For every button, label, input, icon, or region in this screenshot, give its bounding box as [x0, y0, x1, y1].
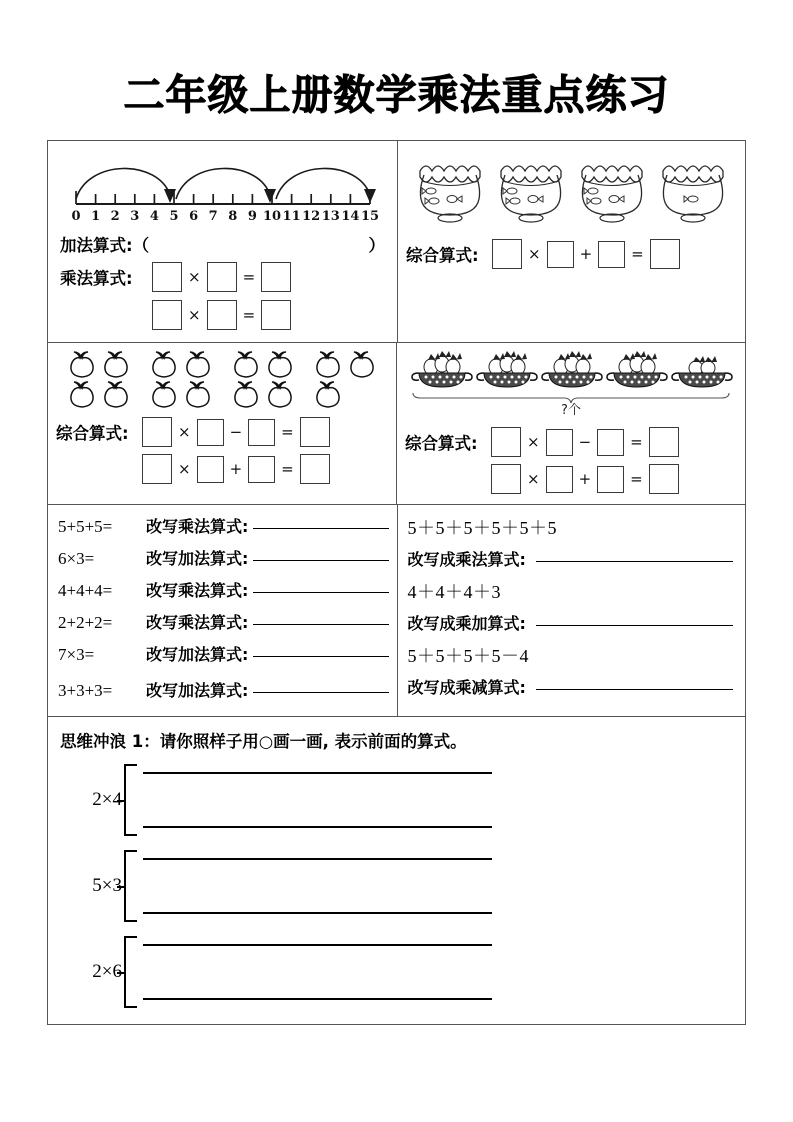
answer-box[interactable] [650, 239, 680, 269]
answer-blank[interactable] [253, 592, 388, 593]
cell-thinking-challenge [48, 717, 745, 1024]
worksheet-table [47, 140, 746, 1025]
rewrite-instruction: 改写乘法算式: [146, 613, 249, 632]
draw-line[interactable] [143, 826, 492, 828]
fruit-basket-icon [541, 351, 603, 391]
apple-group [229, 349, 297, 409]
number-line-diagram [66, 153, 385, 228]
draw-answer-area[interactable] [137, 766, 492, 834]
svg-text:11: 11 [282, 209, 301, 223]
svg-text:3: 3 [130, 209, 140, 223]
rewrite-row [58, 546, 389, 569]
rewrite-expression: 3+3+3= [58, 681, 113, 700]
answer-blank[interactable] [536, 689, 733, 690]
fishbowl-equation-row [406, 239, 745, 269]
answer-blank[interactable] [253, 560, 388, 561]
rewrite-row [408, 547, 734, 570]
basket-equation-row-2 [405, 464, 745, 494]
svg-text:14: 14 [341, 209, 360, 223]
answer-blank[interactable] [253, 528, 388, 529]
svg-text:1: 1 [91, 209, 101, 223]
rewrite-instruction: 改写成乘法算式: [407, 550, 526, 569]
apple-icon [231, 380, 261, 409]
draw-expression: 5×3 [92, 875, 122, 896]
rewrite-instruction: 改写成乘加算式: [407, 614, 526, 633]
rewrite-row [58, 642, 389, 665]
answer-box[interactable] [597, 466, 624, 493]
answer-blank[interactable] [536, 625, 733, 626]
addition-equation-line [60, 232, 385, 256]
svg-text:2: 2 [110, 209, 120, 223]
answer-box[interactable] [597, 429, 624, 456]
operator-plus: + [579, 245, 593, 263]
operator-times: × [528, 245, 541, 263]
operator-minus: − [578, 433, 592, 451]
apple-icon [347, 350, 377, 379]
apple-icon [67, 380, 97, 409]
svg-text:9: 9 [247, 209, 257, 223]
answer-box[interactable] [546, 429, 573, 456]
draw-line[interactable] [143, 772, 492, 774]
operator-equals: = [281, 460, 294, 478]
table-row-1 [48, 141, 745, 343]
svg-text:7: 7 [208, 209, 218, 223]
rewrite-expression: 5＋5＋5＋5＋5＋5 [407, 518, 557, 538]
quantity-brace [411, 391, 731, 421]
rewrite-row [58, 610, 389, 633]
number-line-svg [66, 153, 388, 223]
rewrite-instruction: 改写乘法算式: [146, 517, 249, 536]
draw-line[interactable] [143, 944, 492, 946]
fishbowl-icon [657, 149, 729, 225]
apple-icon [183, 380, 213, 409]
rewrite-expression: 5+5+5= [58, 517, 113, 536]
table-row-2 [48, 343, 745, 505]
table-row-3 [48, 505, 745, 717]
fishbowl-icon [495, 149, 567, 225]
operator-equals: = [281, 423, 294, 441]
apple-icon [231, 350, 261, 379]
rewrite-expression: 6×3= [58, 549, 95, 568]
answer-box[interactable] [547, 241, 574, 268]
draw-row [60, 848, 733, 924]
rewrite-instruction: 改写加法算式: [146, 549, 249, 568]
apple-icon [101, 350, 131, 379]
fruit-basket-icon [606, 351, 668, 391]
operator-plus: + [229, 460, 243, 478]
bracket-icon [124, 764, 137, 836]
answer-blank[interactable] [253, 656, 388, 657]
answer-blank[interactable] [253, 624, 388, 625]
cell-apples [48, 343, 397, 504]
cell-rewrite-right [398, 505, 746, 716]
answer-blank[interactable] [253, 692, 388, 693]
svg-text:4: 4 [149, 209, 159, 223]
apple-icon [313, 380, 343, 409]
rewrite-instruction: 改写加法算式: [146, 645, 249, 664]
answer-box[interactable] [491, 464, 521, 494]
apple-icon [265, 380, 295, 409]
combined-equation-label: 综合算式: [405, 434, 478, 453]
answer-box[interactable] [492, 239, 522, 269]
quantity-label: ?个 [561, 403, 581, 418]
bracket-icon [124, 936, 137, 1008]
answer-box[interactable] [207, 300, 237, 330]
draw-answer-area[interactable] [137, 938, 492, 1006]
basket-equation-row-1 [405, 427, 745, 457]
apple-group [65, 349, 133, 409]
cell-number-line [48, 141, 398, 342]
draw-line[interactable] [143, 912, 492, 914]
basket-row [397, 343, 745, 391]
answer-box[interactable] [649, 464, 679, 494]
rewrite-expression: 7×3= [58, 645, 95, 664]
answer-box[interactable] [248, 419, 275, 446]
multiplication-equation-row-2 [60, 300, 385, 330]
rewrite-expression: 4＋4＋4＋3 [407, 582, 501, 602]
answer-box[interactable] [152, 300, 182, 330]
draw-expression: 2×4 [92, 789, 122, 810]
apple-icon [67, 350, 97, 379]
svg-text:8: 8 [228, 209, 238, 223]
rewrite-row [408, 611, 734, 634]
answer-box[interactable] [261, 300, 291, 330]
svg-text:15: 15 [360, 209, 380, 223]
rewrite-instruction: 改写加法算式: [146, 681, 249, 700]
apple-group [311, 349, 379, 409]
draw-line[interactable] [143, 858, 492, 860]
answer-box[interactable] [142, 454, 172, 484]
svg-text:6: 6 [189, 209, 199, 223]
fishbowl-icon [576, 149, 648, 225]
answer-box[interactable] [207, 262, 237, 292]
rewrite-row [58, 514, 389, 537]
apple-group [147, 349, 215, 409]
operator-equals: = [630, 470, 643, 488]
answer-box[interactable] [248, 456, 275, 483]
apple-equation-row-1 [56, 417, 396, 447]
svg-text:10: 10 [262, 209, 282, 223]
answer-box[interactable] [300, 454, 330, 484]
rewrite-row [408, 675, 734, 698]
draw-row [60, 762, 733, 838]
operator-minus: − [229, 423, 243, 441]
answer-box[interactable] [546, 466, 573, 493]
rewrite-expression: 2+2+2= [58, 613, 113, 632]
page-title: 二年级上册数学乘法重点练习 [123, 71, 670, 119]
operator-equals: = [242, 268, 256, 286]
fruit-basket-icon [411, 351, 473, 391]
answer-box[interactable] [598, 241, 625, 268]
combined-equation-label: 综合算式: [56, 424, 129, 443]
draw-answer-area[interactable] [137, 852, 492, 920]
operator-equals: = [630, 433, 643, 451]
rewrite-row [58, 578, 389, 601]
answer-box[interactable] [152, 262, 182, 292]
cell-rewrite-left [48, 505, 398, 716]
fruit-basket-icon [671, 351, 733, 391]
draw-line[interactable] [143, 998, 492, 1000]
fishbowl-row [398, 141, 745, 227]
operator-plus: + [578, 470, 592, 488]
multiplication-equation-label: 乘法算式: [60, 269, 133, 288]
addition-equation-label: 加法算式: [60, 236, 133, 255]
svg-text:0: 0 [71, 209, 81, 223]
paren-open: （ [132, 236, 150, 255]
answer-box[interactable] [491, 427, 521, 457]
apple-icon [313, 350, 343, 379]
operator-times: × [188, 268, 201, 286]
apple-icon [149, 350, 179, 379]
answer-box[interactable] [197, 456, 224, 483]
cell-baskets [397, 343, 745, 504]
operator-times: × [527, 470, 540, 488]
apple-icon [149, 380, 179, 409]
operator-equals: = [242, 306, 256, 324]
rewrite-expression: 4+4+4= [58, 581, 113, 600]
fishbowl-icon [414, 149, 486, 225]
svg-text:13: 13 [321, 209, 340, 223]
combined-equation-label: 综合算式: [406, 246, 479, 265]
rewrite-row [58, 678, 389, 701]
operator-times: × [178, 423, 191, 441]
bracket-icon [124, 850, 137, 922]
operator-times: × [188, 306, 201, 324]
answer-box[interactable] [142, 417, 172, 447]
rewrite-instruction: 改写成乘减算式: [407, 678, 526, 697]
cell-fishbowls [398, 141, 745, 342]
apple-groups-row [48, 343, 396, 409]
operator-times: × [178, 460, 191, 478]
operator-equals: = [631, 245, 644, 263]
draw-row [60, 934, 733, 1010]
apple-icon [101, 380, 131, 409]
rewrite-instruction: 改写乘法算式: [146, 581, 249, 600]
multiplication-equation-row-1 [60, 262, 385, 292]
apple-icon [183, 350, 213, 379]
answer-box[interactable] [197, 419, 224, 446]
thinking-challenge-title: 思维冲浪 1：请你照样子用○画一画, 表示前面的算式。 [60, 732, 467, 751]
fruit-basket-icon [476, 351, 538, 391]
answer-box[interactable] [261, 262, 291, 292]
draw-expression: 2×6 [92, 961, 122, 982]
operator-times: × [527, 433, 540, 451]
answer-box[interactable] [300, 417, 330, 447]
rewrite-expression: 5＋5＋5＋5－4 [407, 646, 529, 666]
answer-blank[interactable] [536, 561, 733, 562]
apple-equation-row-2 [56, 454, 396, 484]
paren-close: ） [368, 236, 385, 255]
apple-icon [265, 350, 295, 379]
table-row-4 [48, 717, 745, 1024]
svg-text:5: 5 [169, 209, 179, 223]
svg-text:12: 12 [302, 209, 321, 223]
answer-box[interactable] [649, 427, 679, 457]
